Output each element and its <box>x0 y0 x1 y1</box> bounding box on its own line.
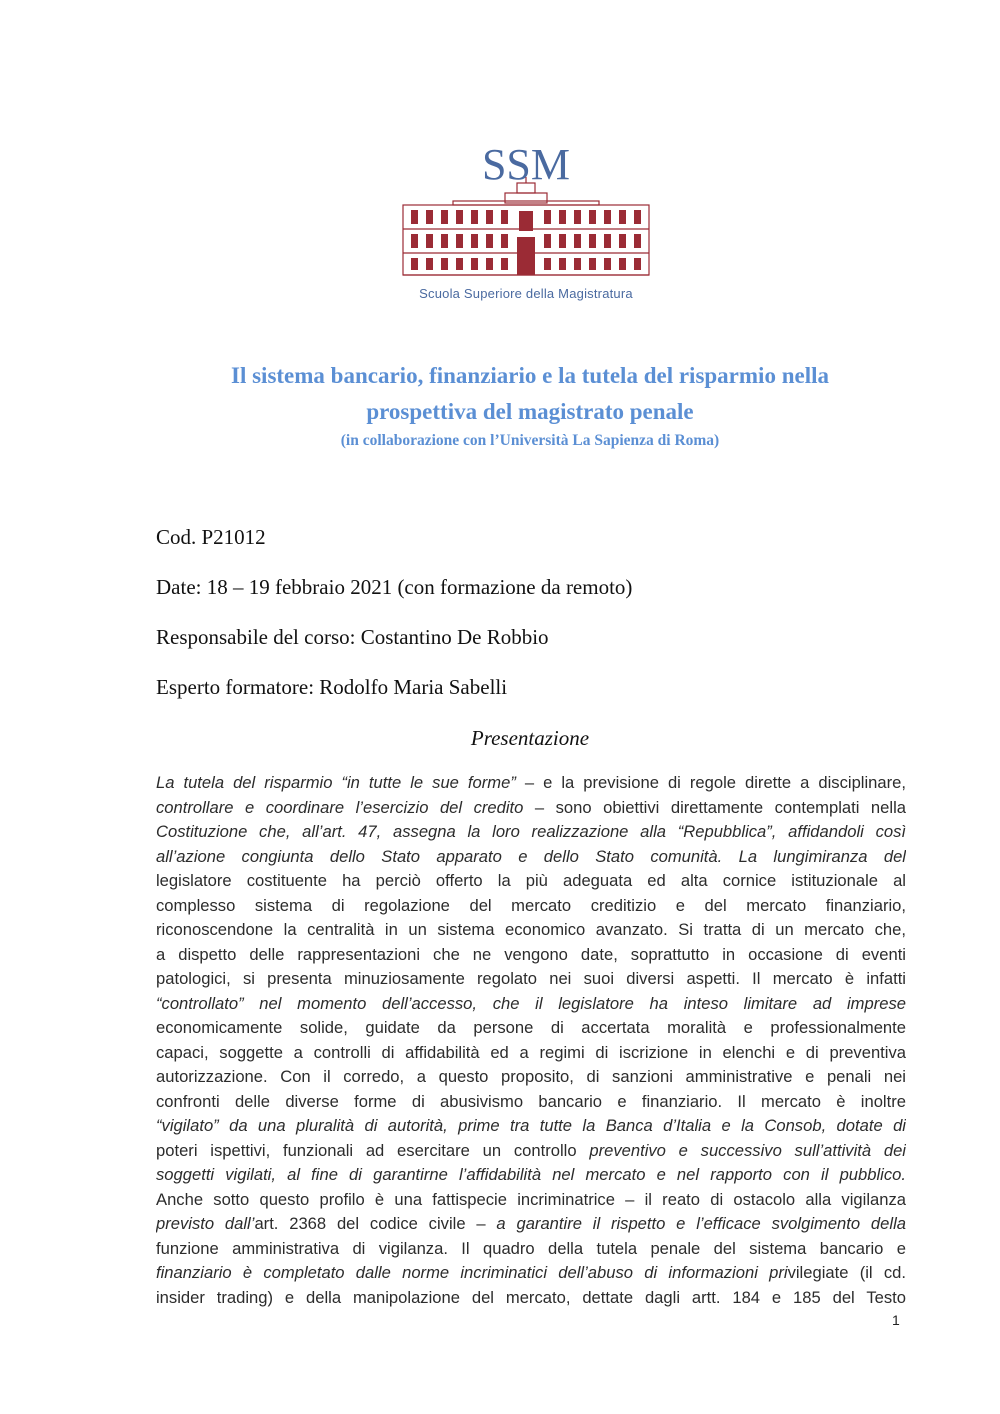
body-line <box>156 1212 906 1237</box>
body-text-segment: insider trading) e della manipolazione del mercato, dettate dagli artt. 184 e 185 del Testo <box>156 1287 906 1307</box>
body-line <box>156 992 906 1017</box>
body-text-segment: poteri ispettivi, funzionali ad esercitare un controllo <box>156 1140 590 1160</box>
body-line <box>156 796 906 821</box>
body-text-segment: – e la previsione di regole dirette a disciplinare, <box>515 773 906 792</box>
course-title-block <box>150 358 910 450</box>
body-text-segment: funzione amministrativa di vigilanza. Il quadro della tutela penale del sistema bancario e <box>156 1238 906 1258</box>
course-dates: Date: 18 – 19 febbraio 2021 (con formazione da remoto) <box>156 575 633 599</box>
body-text-segment: finanziario è completato dalle norme incriminatici dell’abuso di informazioni pri <box>156 1263 788 1282</box>
body-text-segment: confronti delle diverse forme di abusivismo bancario e finanziario. Il mercato è inoltre <box>156 1091 906 1111</box>
body-line <box>156 771 906 796</box>
body-text-segment: – sono obiettivi direttamente contemplati nella <box>523 797 906 817</box>
body-text-segment: riconoscendone la centralità in un sistema economico avanzato. Si tratta di un mercato che, <box>156 920 906 939</box>
body-line <box>156 1090 906 1115</box>
course-expert: Esperto formatore: Rodolfo Maria Sabelli <box>156 675 508 699</box>
building-windows <box>411 210 641 275</box>
body-line <box>156 1139 906 1164</box>
body-text-segment: art. 2368 del codice civile – <box>254 1214 497 1233</box>
body-text-segment: capaci, soggette a controlli di affidabilità ed a regimi di iscrizione in elenchi e di preventiva <box>156 1042 906 1062</box>
body-text-segment: previsto dall’ <box>156 1214 255 1233</box>
body-line <box>156 1163 906 1188</box>
body-text-segment: “controllato” nel momento dell’accesso, che il legislatore ha inteso limitare ad imprese <box>156 993 906 1013</box>
body-text-segment: patologici, si presenta minuziosamente regolato nei suoi diversi aspetti. Il mercato è infatti <box>156 969 906 988</box>
body-line <box>156 820 906 845</box>
body-line <box>156 1114 906 1139</box>
section-heading: Presentazione <box>470 726 590 750</box>
body-text-segment: all’azione congiunta dello Stato apparato e dello Stato comunità. La lungimiranza del <box>156 846 906 866</box>
body-line <box>156 894 906 919</box>
body-text-segment: a garantire il rispetto e l’efficace svolgimento della <box>496 1214 906 1233</box>
ssm-logo-graphic <box>395 133 657 305</box>
course-lead: Responsabile del corso: Costantino De Robbio <box>156 625 549 649</box>
body-text-segment: Anche sotto questo profilo è una fattispecie incriminatrice – il reato di ostacolo alla vigilanza <box>156 1189 906 1209</box>
body-line <box>156 1286 906 1311</box>
body-text-segment: Costituzione che, all’art. 47, assegna la loro realizzazione alla “Repubblica”, affidandoli così <box>156 822 906 841</box>
body-line <box>156 918 906 943</box>
body-text-segment: autorizzazione. Con il corredo, a questo proposito, di sanzioni amministrative e penali nei <box>156 1067 906 1086</box>
body-line <box>156 845 906 870</box>
body-text-segment: La tutela del risparmio “in tutte le sue forme” <box>156 773 516 792</box>
body-line <box>156 967 906 992</box>
body-line <box>156 1016 906 1041</box>
body-text-segment: vilegiate (il cd. <box>787 1263 906 1282</box>
body-text-segment: legislatore costituente ha perciò offerto la più adeguata ed alta cornice istituzionale al <box>156 871 906 890</box>
body-line <box>156 1065 906 1090</box>
body-line <box>156 1237 906 1262</box>
body-text-segment: complesso sistema di regolazione del mercato creditizio e del mercato finanziario, <box>156 895 906 915</box>
body-line <box>156 943 906 968</box>
body-line <box>156 1041 906 1066</box>
course-subtitle: (in collaborazione con l’Università La Sapienza di Roma) <box>340 432 720 449</box>
ssm-logo <box>395 133 657 305</box>
body-text-segment: preventivo e successivo sull’attività dei <box>589 1140 906 1160</box>
body-text-segment: economicamente solide, guidate da persone di accertata moralità e professionalmente <box>156 1018 906 1037</box>
body-text-segment: controllare e coordinare l’esercizio del credito <box>156 797 524 817</box>
course-title-line-1: Il sistema bancario, finanziario e la tutela del risparmio nella <box>231 363 829 388</box>
course-code: Cod. P21012 <box>156 525 266 549</box>
body-text-segment: “vigilato” da una pluralità di autorità, prime tra tutte la Banca d’Italia e la Consob, dotate di <box>156 1116 906 1135</box>
body-line <box>156 1261 906 1286</box>
logo-school-name: Scuola Superiore della Magistratura <box>419 286 633 301</box>
body-line <box>156 869 906 894</box>
logo-acronym: SSM <box>481 140 571 189</box>
body-text-segment: soggetti vigilati, al fine di garantirne l’affidabilità nel mercato e nel rapporto con il pubblico. <box>156 1165 906 1184</box>
body-line <box>156 1188 906 1213</box>
page-number: 1 <box>892 1312 900 1328</box>
course-title-line-2: prospettiva del magistrato penale <box>366 399 694 424</box>
presentation-body <box>156 771 906 1310</box>
body-text-segment: a dispetto delle rappresentazioni che ne vengono date, soprattutto in occasione di eventi <box>156 944 906 964</box>
